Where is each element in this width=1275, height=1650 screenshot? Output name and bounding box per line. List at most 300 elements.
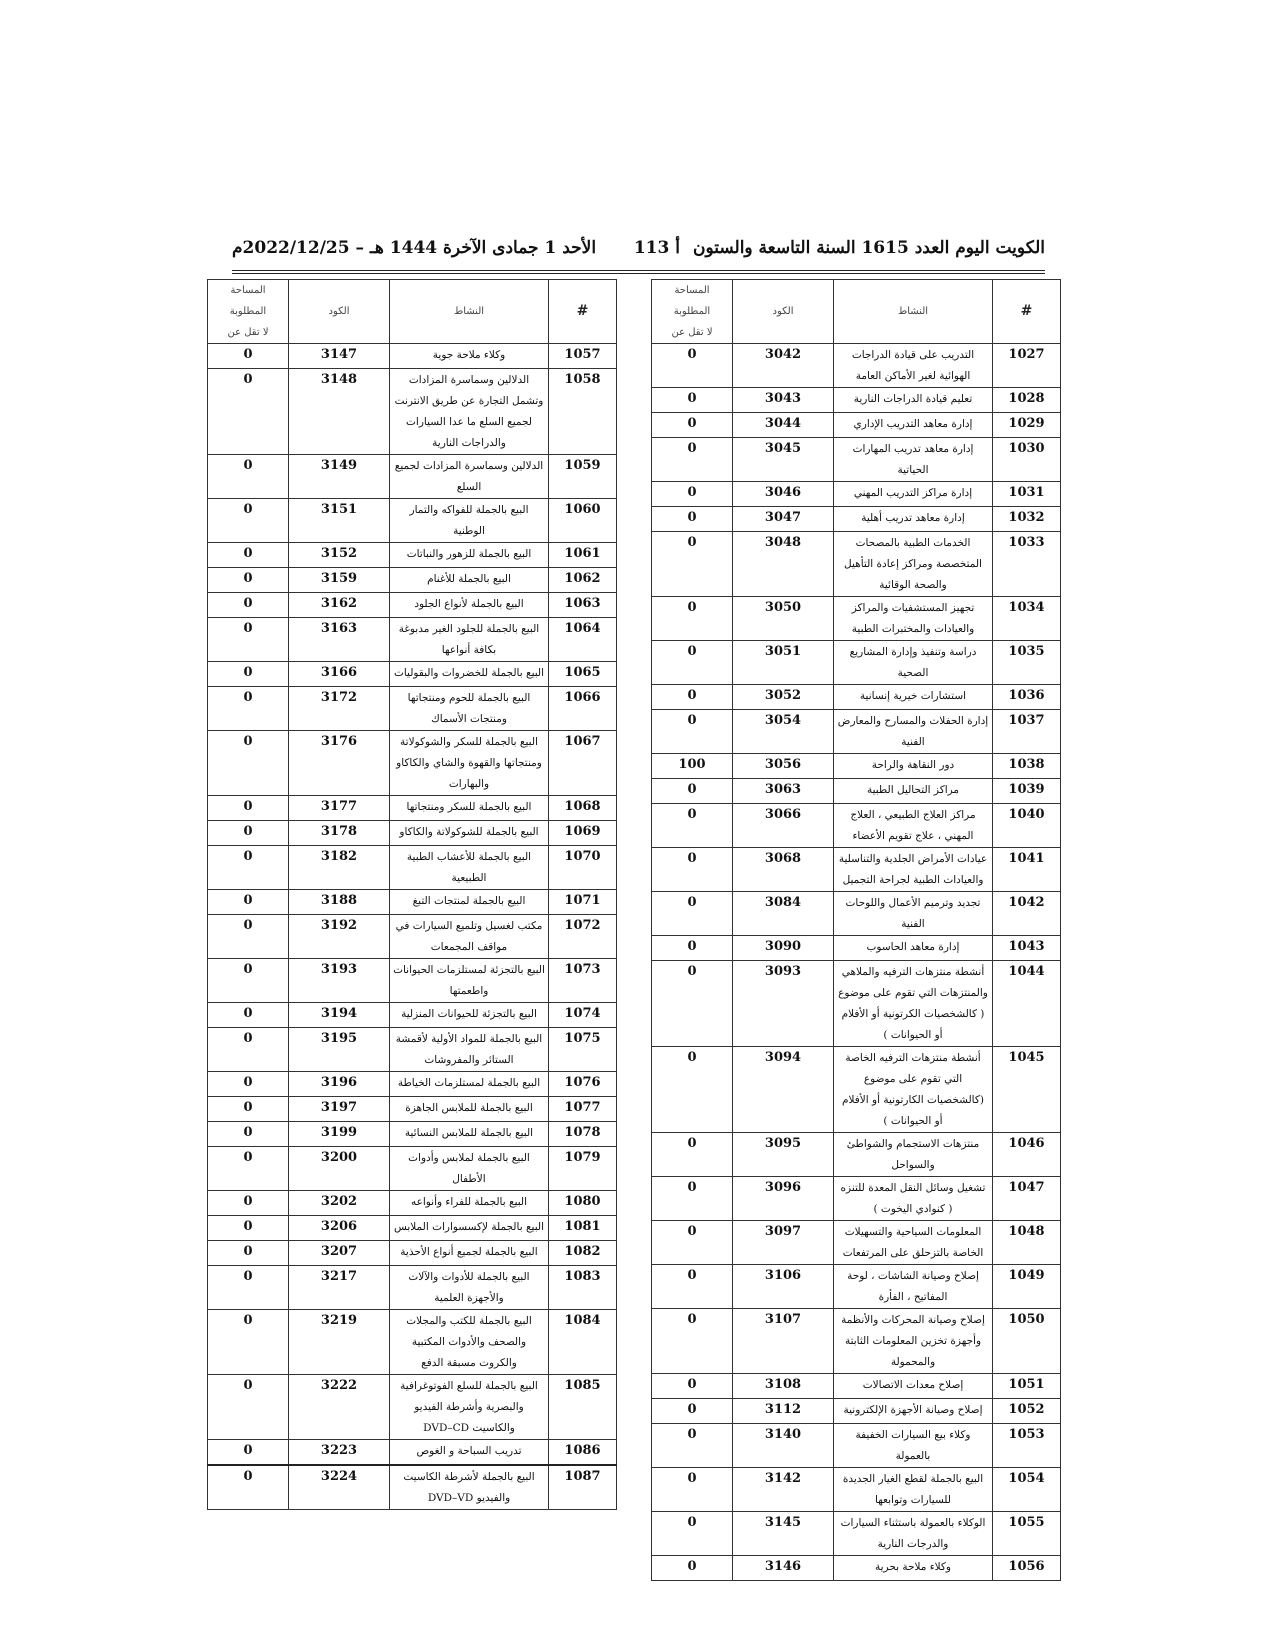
row-area: 0 [652,685,733,710]
col-header-activity: النشاط [390,280,549,344]
table-row [652,1221,1061,1265]
row-code: 3048 [733,532,834,597]
table-row [652,1265,1061,1309]
row-number: 1050 [993,1309,1061,1374]
row-code: 3188 [289,890,390,915]
row-area: 0 [208,662,289,687]
row-number: 1057 [549,344,617,369]
row-code: 3046 [733,482,834,507]
row-number: 1061 [549,543,617,568]
row-activity: وكلاء ملاحة بحرية [834,1556,993,1581]
row-code: 3106 [733,1265,834,1309]
row-code: 3084 [733,892,834,936]
page-number: أ 113 [633,238,680,258]
row-activity: دور النقاهة والراحة [834,754,993,779]
row-area: 0 [652,641,733,685]
row-activity: البيع بالجملة لقطع الغيار الجديدة للسيارات وتوابعها [834,1468,993,1512]
row-activity: إدارة معاهد الحاسوب [834,936,993,961]
row-number: 1031 [993,482,1061,507]
table-row [652,482,1061,507]
row-activity: إصلاح معدات الاتصالات [834,1374,993,1399]
row-area: 0 [208,731,289,796]
table-row [208,662,617,687]
row-number: 1051 [993,1374,1061,1399]
row-code: 3193 [289,959,390,1003]
row-code: 3056 [733,754,834,779]
row-number: 1071 [549,890,617,915]
table-row [652,892,1061,936]
row-number: 1029 [993,413,1061,438]
row-activity: البيع بالجملة للملابس الجاهزة [390,1097,549,1122]
table-row [652,1424,1061,1468]
row-activity: الدلالين وسماسرة المزادات لجميع السلع [390,455,549,499]
table-header-row [208,280,617,344]
row-number: 1062 [549,568,617,593]
row-number: 1058 [549,369,617,455]
table-row [208,1216,617,1241]
table-row [208,1028,617,1072]
row-number: 1053 [993,1424,1061,1468]
row-number: 1065 [549,662,617,687]
col-header-area [208,280,289,344]
row-area: 0 [652,1177,733,1221]
row-number: 1056 [993,1556,1061,1581]
table-row [208,568,617,593]
row-area: 0 [652,936,733,961]
row-number: 1049 [993,1265,1061,1309]
row-area: 0 [208,1310,289,1375]
row-code: 3223 [289,1440,390,1466]
row-code: 3090 [733,936,834,961]
table-row [652,685,1061,710]
col-header-area-line-1: المساحة [674,285,710,296]
row-code: 3044 [733,413,834,438]
row-activity: إدارة مراكز التدريب المهني [834,482,993,507]
row-area: 0 [208,915,289,959]
row-number: 1043 [993,936,1061,961]
row-activity: البيع بالجملة لأشرطة الكاسيت والفيديو DVD–VD [390,1465,549,1510]
row-code: 3149 [289,455,390,499]
row-code: 3217 [289,1266,390,1310]
row-code: 3162 [289,593,390,618]
row-activity: البيع بالجملة لأنواع الجلود [390,593,549,618]
row-area: 0 [652,388,733,413]
row-area: 0 [208,890,289,915]
table-row [652,597,1061,641]
row-code: 3054 [733,710,834,754]
col-header-area-line-3: لا تقل عن [227,327,269,338]
row-number: 1044 [993,961,1061,1047]
row-code: 3172 [289,687,390,731]
col-header-area-line-2: المطلوبة [673,306,711,317]
row-number: 1081 [549,1216,617,1241]
row-code: 3151 [289,499,390,543]
row-number: 1082 [549,1241,617,1266]
table-row [652,1468,1061,1512]
row-activity: إصلاح وصيانة المحركات والأنظمة وأجهزة تخزين المعلومات الثابتة والمحمولة [834,1309,993,1374]
row-number: 1076 [549,1072,617,1097]
row-area: 0 [652,804,733,848]
row-code: 3147 [289,344,390,369]
row-area: 0 [652,1374,733,1399]
row-code: 3199 [289,1122,390,1147]
row-activity: عيادات الأمراض الجلدية والتناسلية والعيادات الطبية لجراحة التجميل [834,848,993,892]
row-number: 1078 [549,1122,617,1147]
row-activity: إدارة الحفلات والمسارح والمعارض الفنية [834,710,993,754]
table-row [208,959,617,1003]
row-area: 0 [652,438,733,482]
row-activity: البيع بالجملة للكتب والمجلات والصحف والأدوات المكتبية والكروت مسبقة الدفع [390,1310,549,1375]
table-row [208,1440,617,1466]
table-row [652,936,1061,961]
row-activity: أنشطة منتزهات الترفيه والملاهي والمنتزهات التي تقوم على موضوع ( كالشخصيات الكرتونية أو الأفلام أو الحيوانات ) [834,961,993,1047]
row-code: 3196 [289,1072,390,1097]
row-activity: البيع بالجملة للملابس النسائية [390,1122,549,1147]
row-activity: تدريب السباحة و الغوص [390,1440,549,1466]
row-number: 1048 [993,1221,1061,1265]
table-row [652,1133,1061,1177]
table-row [652,710,1061,754]
col-header-area-line-1: المساحة [230,285,266,296]
header-rule-double [232,273,1045,274]
row-code: 3224 [289,1465,390,1510]
row-activity: المعلومات السياحية والتسهيلات الخاصة بالتزحلق على المرتفعات [834,1221,993,1265]
row-area: 0 [208,1440,289,1466]
row-code: 3052 [733,685,834,710]
row-number: 1027 [993,344,1061,388]
row-activity: البيع بالتجزئة للحيوانات المنزلية [390,1003,549,1028]
table-row [652,961,1061,1047]
row-activity: البيع بالجملة للفواكه والتمار الوطنية [390,499,549,543]
table-row [208,618,617,662]
row-area: 0 [652,344,733,388]
table-row [652,507,1061,532]
row-activity: التدريب على قيادة الدراجات الهوائية لغير الأماكن العامة [834,344,993,388]
table-row [208,821,617,846]
table-row [652,779,1061,804]
row-code: 3178 [289,821,390,846]
row-activity: إدارة معاهد تدريب المهارات الحياتية [834,438,993,482]
row-number: 1038 [993,754,1061,779]
row-activity: البيع بالجملة للسكر والشوكولاتة ومنتجاتها والقهوة والشاي والكاكاو والبهارات [390,731,549,796]
row-activity: البيع بالجملة لإكسسوارات الملابس [390,1216,549,1241]
table-row [652,641,1061,685]
row-activity: تجديد وترميم الأعمال واللوحات الفنية [834,892,993,936]
row-number: 1083 [549,1266,617,1310]
row-code: 3182 [289,846,390,890]
row-code: 3152 [289,543,390,568]
row-area: 0 [208,543,289,568]
table-row [208,1072,617,1097]
row-number: 1067 [549,731,617,796]
issue-date: الأحد 1 جمادى الآخرة 1444 هـ – 2022/12/25م [232,238,597,258]
row-number: 1039 [993,779,1061,804]
row-area: 0 [652,779,733,804]
row-activity: البيع بالجملة للسلع الفوتوغرافية والبصرية وأشرطة الفيديو والكاسيت DVD–CD [390,1375,549,1440]
row-code: 3063 [733,779,834,804]
row-activity: الخدمات الطبية بالمصحات المتخصصة ومراكز إعادة التأهيل والصحة الوقائية [834,532,993,597]
row-number: 1075 [549,1028,617,1072]
row-code: 3042 [733,344,834,388]
row-area: 0 [208,959,289,1003]
row-code: 3051 [733,641,834,685]
row-number: 1064 [549,618,617,662]
col-header-area-line-3: لا تقل عن [671,327,713,338]
row-number: 1072 [549,915,617,959]
activities-table-left [207,279,617,1510]
table-row [208,593,617,618]
row-activity: البيع بالجملة لمستلزمات الخياطة [390,1072,549,1097]
row-number: 1054 [993,1468,1061,1512]
row-activity: الدلالين وسماسرة المزادات وتشمل التجارة عن طريق الانترنت لجميع السلع ما عدا السيارات والدراجات النارية [390,369,549,455]
row-activity: البيع بالجملة للخضروات والبقوليات [390,662,549,687]
row-activity: وكلاء بيع السيارات الخفيفة بالعمولة [834,1424,993,1468]
row-code: 3043 [733,388,834,413]
row-code: 3112 [733,1399,834,1424]
row-number: 1042 [993,892,1061,936]
row-number: 1086 [549,1440,617,1466]
row-code: 3140 [733,1424,834,1468]
table-header-row [652,280,1061,344]
table-row [652,754,1061,779]
table-row [652,1556,1061,1581]
row-area: 0 [652,482,733,507]
row-number: 1060 [549,499,617,543]
row-area: 0 [652,1556,733,1581]
table-row [208,369,617,455]
row-number: 1028 [993,388,1061,413]
table-row [652,1512,1061,1556]
table-row [208,890,617,915]
row-activity: البيع بالجملة للأدوات والآلات والأجهزة العلمية [390,1266,549,1310]
table-row [652,1309,1061,1374]
row-code: 3200 [289,1147,390,1191]
row-area: 0 [652,848,733,892]
table-row [652,388,1061,413]
row-area: 0 [208,846,289,890]
row-area: 0 [652,892,733,936]
row-area: 0 [652,1221,733,1265]
row-code: 3145 [733,1512,834,1556]
col-header-code: الكود [289,280,390,344]
row-activity: استشارات خيرية إنسانية [834,685,993,710]
row-activity: منتزهات الاستجمام والشواطئ والسواحل [834,1133,993,1177]
table-row [208,687,617,731]
row-number: 1052 [993,1399,1061,1424]
row-area: 0 [208,1216,289,1241]
row-code: 3047 [733,507,834,532]
table-row [208,344,617,369]
row-activity: دراسة وتنفيذ وإدارة المشاريع الصحية [834,641,993,685]
row-code: 3207 [289,1241,390,1266]
row-activity: البيع بالجملة للجلود الغير مدبوغة بكافة أنواعها [390,618,549,662]
row-area: 0 [208,568,289,593]
row-number: 1063 [549,593,617,618]
row-number: 1085 [549,1375,617,1440]
row-number: 1066 [549,687,617,731]
gazette-issue-title: الكويت اليوم العدد 1615 السنة التاسعة والستون [692,238,1045,258]
row-area: 0 [652,1512,733,1556]
table-row [208,1375,617,1440]
row-activity: مكتب لغسيل وتلميع السيارات في مواقف المجمعات [390,915,549,959]
row-number: 1079 [549,1147,617,1191]
row-number: 1037 [993,710,1061,754]
row-number: 1068 [549,796,617,821]
row-area: 0 [208,1375,289,1440]
table-row [208,796,617,821]
row-activity: البيع بالجملة للمواد الأولية لأقمشة الستائر والمفروشات [390,1028,549,1072]
row-code: 3177 [289,796,390,821]
col-header-activity: النشاط [834,280,993,344]
row-code: 3159 [289,568,390,593]
row-code: 3195 [289,1028,390,1072]
row-code: 3096 [733,1177,834,1221]
row-code: 3146 [733,1556,834,1581]
row-activity: البيع بالجملة لملابس وأدوات الأطفال [390,1147,549,1191]
row-activity: مراكز العلاج الطبيعي ، العلاج المهني ، علاج تقويم الأعضاء [834,804,993,848]
row-number: 1033 [993,532,1061,597]
row-code: 3206 [289,1216,390,1241]
row-area: 0 [208,593,289,618]
row-activity: البيع بالتجزئة لمستلزمات الحيوانات واطعمتها [390,959,549,1003]
row-area: 0 [208,344,289,369]
row-code: 3222 [289,1375,390,1440]
table-row [652,413,1061,438]
row-code: 3194 [289,1003,390,1028]
row-activity: أنشطة منتزهات الترفيه الخاصة التي تقوم على موضوع (كالشخصيات الكارتونية أو الأفلام أو الحيوانات ) [834,1047,993,1133]
row-number: 1046 [993,1133,1061,1177]
row-number: 1069 [549,821,617,846]
table-row [652,1047,1061,1133]
row-number: 1070 [549,846,617,890]
row-activity: مراكز التحاليل الطبية [834,779,993,804]
row-code: 3192 [289,915,390,959]
table-row [208,499,617,543]
table-row [208,731,617,796]
row-code: 3202 [289,1191,390,1216]
row-area: 0 [652,1133,733,1177]
row-area: 0 [208,618,289,662]
header-rule [232,270,1045,271]
row-number: 1032 [993,507,1061,532]
row-number: 1074 [549,1003,617,1028]
row-area: 0 [208,499,289,543]
row-area: 0 [208,1097,289,1122]
row-code: 3148 [289,369,390,455]
table-row [208,915,617,959]
table-row [652,344,1061,388]
row-area: 0 [208,1072,289,1097]
table-row [208,1310,617,1375]
row-area: 0 [208,1147,289,1191]
row-area: 0 [652,710,733,754]
row-area: 0 [652,1309,733,1374]
row-area: 0 [652,1424,733,1468]
row-area: 0 [652,532,733,597]
row-activity: البيع بالجملة للزهور والنباتات [390,543,549,568]
col-header-num: # [549,280,617,344]
table-row [208,1003,617,1028]
row-area: 0 [652,1468,733,1512]
table-row [208,1191,617,1216]
table-row [208,543,617,568]
row-number: 1030 [993,438,1061,482]
row-activity: الوكلاء بالعمولة باستثناء السيارات والدرجات النارية [834,1512,993,1556]
table-row [652,804,1061,848]
table-row [652,1177,1061,1221]
table-row [208,1122,617,1147]
row-code: 3045 [733,438,834,482]
table-row [652,438,1061,482]
row-activity: البيع بالجملة للسكر ومنتجاتها [390,796,549,821]
row-number: 1055 [993,1512,1061,1556]
col-header-area [652,280,733,344]
table-row [208,1266,617,1310]
col-header-area-line-2: المطلوبة [229,306,267,317]
row-area: 0 [208,1028,289,1072]
row-area: 0 [208,455,289,499]
row-area: 100 [652,754,733,779]
row-area: 0 [652,1399,733,1424]
row-number: 1084 [549,1310,617,1375]
row-area: 0 [652,961,733,1047]
table-row [652,1399,1061,1424]
row-area: 0 [652,597,733,641]
row-activity: البيع بالجملة للأعشاب الطبية الطبيعية [390,846,549,890]
row-activity: البيع بالجملة لجميع أنواع الأحذية [390,1241,549,1266]
row-number: 1077 [549,1097,617,1122]
col-header-num: # [993,280,1061,344]
table-row [208,1241,617,1266]
row-area: 0 [208,1191,289,1216]
row-code: 3219 [289,1310,390,1375]
table-row [208,1097,617,1122]
row-activity: البيع بالجملة للشوكولاتة والكاكاو [390,821,549,846]
row-area: 0 [208,1122,289,1147]
row-number: 1073 [549,959,617,1003]
row-code: 3176 [289,731,390,796]
row-area: 0 [208,1003,289,1028]
row-area: 0 [652,413,733,438]
col-header-code: الكود [733,280,834,344]
table-row [208,1465,617,1510]
row-number: 1034 [993,597,1061,641]
row-code: 3066 [733,804,834,848]
row-code: 3093 [733,961,834,1047]
row-area: 0 [208,796,289,821]
row-area: 0 [652,1047,733,1133]
row-number: 1040 [993,804,1061,848]
table-row [652,1374,1061,1399]
row-code: 3094 [733,1047,834,1133]
row-area: 0 [652,1265,733,1309]
row-activity: إصلاح وصيانة الأجهزة الإلكترونية [834,1399,993,1424]
table-row [208,846,617,890]
row-code: 3095 [733,1133,834,1177]
row-activity: البيع بالجملة لمنتجات التبغ [390,890,549,915]
row-activity: البيع بالجملة للفراء وأنواعه [390,1191,549,1216]
row-activity: تعليم قيادة الدراجات النارية [834,388,993,413]
row-code: 3142 [733,1468,834,1512]
row-area: 0 [208,1266,289,1310]
row-code: 3068 [733,848,834,892]
row-activity: وكلاء ملاحة جوية [390,344,549,369]
row-number: 1035 [993,641,1061,685]
row-area: 0 [208,687,289,731]
row-number: 1036 [993,685,1061,710]
row-code: 3097 [733,1221,834,1265]
row-activity: البيع بالجملة للأغنام [390,568,549,593]
